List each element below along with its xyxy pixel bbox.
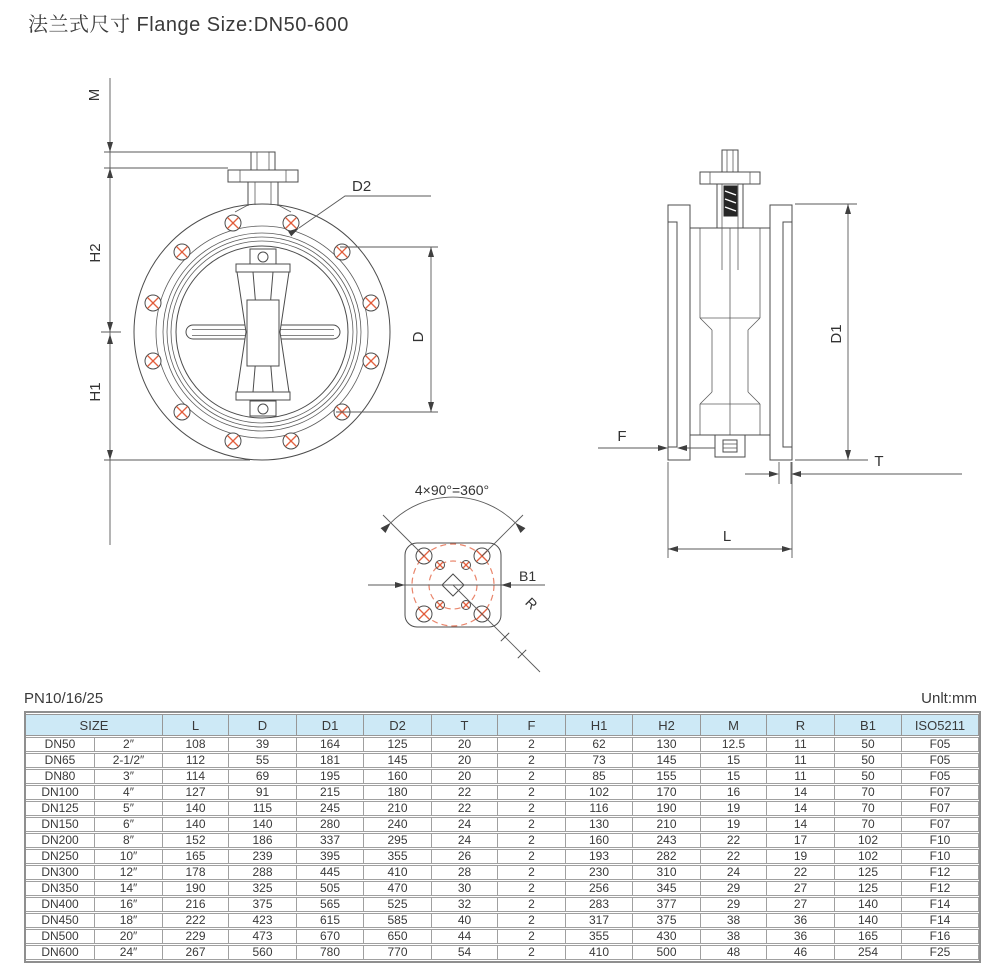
table-cell: 256: [566, 881, 633, 896]
table-cell: 70: [835, 801, 902, 816]
table-cell: 317: [566, 913, 633, 928]
table-cell: 54: [432, 945, 498, 960]
table-cell: 155: [633, 769, 701, 784]
table-cell: 375: [229, 897, 297, 912]
table-cell: 20″: [95, 929, 163, 944]
table-cell: 69: [229, 769, 297, 784]
table-cell: 2: [498, 801, 566, 816]
col-header-t: T: [432, 714, 498, 736]
table-cell: 525: [364, 897, 432, 912]
col-header-b1: B1: [835, 714, 902, 736]
col-header-d: D: [229, 714, 297, 736]
table-cell: 127: [163, 785, 229, 800]
col-header-f: F: [498, 714, 566, 736]
table-cell: DN450: [26, 913, 95, 928]
table-cell: 140: [163, 817, 229, 832]
table-cell: 2: [498, 785, 566, 800]
table-cell: 178: [163, 865, 229, 880]
table-cell: 2: [498, 865, 566, 880]
table-cell: 140: [163, 801, 229, 816]
table-cell: 283: [566, 897, 633, 912]
table-cell: 46: [767, 945, 835, 960]
table-cell: DN100: [26, 785, 95, 800]
table-cell: 19: [701, 817, 767, 832]
table-cell: DN125: [26, 801, 95, 816]
table-cell: 11: [767, 753, 835, 768]
col-header-iso5211: ISO5211: [902, 714, 979, 736]
table-cell: 108: [163, 737, 229, 752]
table-cell: 130: [566, 817, 633, 832]
table-cell: 22: [701, 833, 767, 848]
table-cell: 14: [767, 785, 835, 800]
table-cell: DN400: [26, 897, 95, 912]
table-cell: 160: [364, 769, 432, 784]
table-cell: 2: [498, 849, 566, 864]
table-cell: 22: [701, 849, 767, 864]
table-cell: 36: [767, 929, 835, 944]
table-row: [26, 769, 979, 784]
table-cell: 180: [364, 785, 432, 800]
table-cell: F05: [902, 769, 979, 784]
table-cell: F14: [902, 897, 979, 912]
table-cell: 32: [432, 897, 498, 912]
col-header-r: R: [767, 714, 835, 736]
table-cell: DN600: [26, 945, 95, 960]
table-cell: F05: [902, 737, 979, 752]
table-cell: 20: [432, 753, 498, 768]
table-cell: 230: [566, 865, 633, 880]
disc-assembly: [186, 249, 340, 416]
dim-label-h2: H2: [87, 243, 104, 263]
unit-note: Unlt:mm: [921, 690, 977, 707]
col-header-h1: H1: [566, 714, 633, 736]
table-cell: 650: [364, 929, 432, 944]
table-cell: 216: [163, 897, 229, 912]
table-cell: 50: [835, 769, 902, 784]
bottom-cap: [715, 435, 745, 457]
table-cell: 2-1/2″: [95, 753, 163, 768]
table-cell: 70: [835, 817, 902, 832]
table-cell: F25: [902, 945, 979, 960]
table-cell: 125: [364, 737, 432, 752]
table-cell: 102: [835, 849, 902, 864]
table-cell: 355: [566, 929, 633, 944]
table-cell: 14: [767, 801, 835, 816]
table-cell: F10: [902, 849, 979, 864]
table-cell: 2: [498, 945, 566, 960]
table-cell: 5″: [95, 801, 163, 816]
table-cell: 3″: [95, 769, 163, 784]
table-cell: DN150: [26, 817, 95, 832]
table-cell: 4″: [95, 785, 163, 800]
table-cell: 102: [835, 833, 902, 848]
table-cell: 2: [498, 929, 566, 944]
table-cell: 505: [297, 881, 364, 896]
table-cell: 2: [498, 737, 566, 752]
dim-label-f: F: [617, 428, 627, 445]
table-cell: 125: [835, 865, 902, 880]
table-cell: 29: [701, 897, 767, 912]
table-cell: DN500: [26, 929, 95, 944]
pressure-rating: PN10/16/25: [24, 690, 104, 707]
col-header-d1: D1: [297, 714, 364, 736]
table-cell: 310: [633, 865, 701, 880]
table-row: [26, 881, 979, 896]
table-cell: 27: [767, 881, 835, 896]
detail-view: [368, 482, 545, 672]
table-row: [26, 913, 979, 928]
table-cell: 24: [701, 865, 767, 880]
table-cell: 2: [498, 833, 566, 848]
table-cell: 20: [432, 769, 498, 784]
table-cell: 14″: [95, 881, 163, 896]
table-cell: F12: [902, 865, 979, 880]
table-cell: 2: [498, 753, 566, 768]
table-cell: F07: [902, 817, 979, 832]
table-cell: 18″: [95, 913, 163, 928]
dim-label-d2: D2: [352, 178, 372, 195]
table-header-row: [26, 714, 979, 736]
table-cell: 30: [432, 881, 498, 896]
table-cell: 288: [229, 865, 297, 880]
table-cell: 112: [163, 753, 229, 768]
table-cell: 395: [297, 849, 364, 864]
table-cell: 2″: [95, 737, 163, 752]
table-row: [26, 817, 979, 832]
table-cell: 355: [364, 849, 432, 864]
table-cell: 22: [432, 785, 498, 800]
table-cell: 15: [701, 769, 767, 784]
table-cell: 254: [835, 945, 902, 960]
table-cell: 10″: [95, 849, 163, 864]
table-cell: 11: [767, 737, 835, 752]
table-cell: 295: [364, 833, 432, 848]
table-cell: 38: [701, 913, 767, 928]
table-cell: 780: [297, 945, 364, 960]
table-cell: 55: [229, 753, 297, 768]
table-row: [26, 929, 979, 944]
table-cell: 85: [566, 769, 633, 784]
table-cell: 215: [297, 785, 364, 800]
dimension-table: [24, 711, 981, 963]
table-cell: 210: [633, 817, 701, 832]
table-cell: 560: [229, 945, 297, 960]
table-cell: F05: [902, 753, 979, 768]
table-cell: 116: [566, 801, 633, 816]
page-title: 法兰式尺寸 Flange Size:DN50-600: [28, 14, 349, 36]
table-cell: 193: [566, 849, 633, 864]
table-cell: DN50: [26, 737, 95, 752]
table-cell: 240: [364, 817, 432, 832]
dim-label-r: R: [522, 594, 541, 613]
table-row: [26, 897, 979, 912]
table-cell: F07: [902, 785, 979, 800]
table-cell: 115: [229, 801, 297, 816]
table-cell: 152: [163, 833, 229, 848]
table-cell: 16: [701, 785, 767, 800]
table-cell: 2: [498, 769, 566, 784]
col-header-d2: D2: [364, 714, 432, 736]
table-cell: 280: [297, 817, 364, 832]
table-cell: DN200: [26, 833, 95, 848]
table-cell: 29: [701, 881, 767, 896]
table-row: [26, 945, 979, 960]
col-header-l: L: [163, 714, 229, 736]
table-cell: 145: [364, 753, 432, 768]
table-cell: 62: [566, 737, 633, 752]
dim-label-t: T: [874, 453, 884, 470]
table-cell: 430: [633, 929, 701, 944]
table-cell: 50: [835, 753, 902, 768]
dim-label-h1: H1: [87, 382, 104, 402]
dim-label-angle: 4×90°=360°: [414, 482, 490, 498]
table-cell: 243: [633, 833, 701, 848]
table-cell: 130: [633, 737, 701, 752]
table-cell: 140: [835, 897, 902, 912]
table-cell: DN250: [26, 849, 95, 864]
table-cell: 145: [633, 753, 701, 768]
table-cell: 190: [633, 801, 701, 816]
table-cell: 282: [633, 849, 701, 864]
table-cell: 24: [432, 817, 498, 832]
table-cell: 26: [432, 849, 498, 864]
table-cell: 164: [297, 737, 364, 752]
table-cell: 245: [297, 801, 364, 816]
table-cell: 73: [566, 753, 633, 768]
table-cell: 222: [163, 913, 229, 928]
table-cell: 423: [229, 913, 297, 928]
table-cell: 40: [432, 913, 498, 928]
table-cell: 14: [767, 817, 835, 832]
dim-label-m: M: [86, 88, 103, 102]
table-cell: 267: [163, 945, 229, 960]
table-cell: 16″: [95, 897, 163, 912]
table-cell: 186: [229, 833, 297, 848]
table-cell: 48: [701, 945, 767, 960]
front-view: [86, 78, 438, 545]
table-cell: 565: [297, 897, 364, 912]
table-cell: 410: [566, 945, 633, 960]
table-cell: 125: [835, 881, 902, 896]
table-cell: 22: [767, 865, 835, 880]
table-cell: 195: [297, 769, 364, 784]
table-cell: 410: [364, 865, 432, 880]
table-cell: 165: [163, 849, 229, 864]
stem-front: [228, 152, 298, 212]
dim-label-d: D: [410, 331, 427, 343]
col-header-m: M: [701, 714, 767, 736]
table-cell: 2: [498, 897, 566, 912]
table-row: [26, 785, 979, 800]
table-cell: F12: [902, 881, 979, 896]
col-header-size: SIZE: [26, 714, 163, 736]
table-cell: 36: [767, 913, 835, 928]
dim-label-d1: D1: [828, 324, 845, 344]
table-cell: 473: [229, 929, 297, 944]
table-cell: 22: [432, 801, 498, 816]
table-cell: 615: [297, 913, 364, 928]
table-cell: 12.5: [701, 737, 767, 752]
table-cell: 239: [229, 849, 297, 864]
table-row: [26, 833, 979, 848]
table-cell: 325: [229, 881, 297, 896]
table-cell: DN65: [26, 753, 95, 768]
table-cell: 17: [767, 833, 835, 848]
table-cell: 500: [633, 945, 701, 960]
table-cell: 585: [364, 913, 432, 928]
table-cell: 91: [229, 785, 297, 800]
table-cell: 102: [566, 785, 633, 800]
table-cell: 6″: [95, 817, 163, 832]
table-cell: 27: [767, 897, 835, 912]
table-cell: 181: [297, 753, 364, 768]
table-meta: [24, 690, 977, 707]
table-cell: DN350: [26, 881, 95, 896]
table-row: [26, 865, 979, 880]
table-cell: 165: [835, 929, 902, 944]
table-cell: DN80: [26, 769, 95, 784]
table-cell: 11: [767, 769, 835, 784]
col-header-h2: H2: [633, 714, 701, 736]
table-cell: DN300: [26, 865, 95, 880]
dim-label-b1: B1: [519, 568, 537, 584]
table-cell: 445: [297, 865, 364, 880]
dim-label-l: L: [722, 528, 732, 545]
table-cell: 140: [229, 817, 297, 832]
table-cell: 19: [701, 801, 767, 816]
table-cell: F16: [902, 929, 979, 944]
table-cell: 2: [498, 817, 566, 832]
table-cell: 20: [432, 737, 498, 752]
table-row: [26, 737, 979, 752]
valve-body-side: [690, 228, 770, 435]
table-cell: 375: [633, 913, 701, 928]
table-cell: 337: [297, 833, 364, 848]
table-cell: 114: [163, 769, 229, 784]
table-cell: 670: [297, 929, 364, 944]
table-cell: 44: [432, 929, 498, 944]
table-cell: 470: [364, 881, 432, 896]
table-row: [26, 753, 979, 768]
table-cell: 28: [432, 865, 498, 880]
table-cell: F14: [902, 913, 979, 928]
table-cell: 19: [767, 849, 835, 864]
table-cell: 8″: [95, 833, 163, 848]
table-cell: F10: [902, 833, 979, 848]
table-cell: 770: [364, 945, 432, 960]
table-cell: 2: [498, 881, 566, 896]
table-cell: 24″: [95, 945, 163, 960]
table-cell: 39: [229, 737, 297, 752]
table-cell: 15: [701, 753, 767, 768]
table-cell: 345: [633, 881, 701, 896]
table-cell: 210: [364, 801, 432, 816]
table-cell: 2: [498, 913, 566, 928]
table-cell: 190: [163, 881, 229, 896]
table-cell: 170: [633, 785, 701, 800]
table-cell: 50: [835, 737, 902, 752]
table-cell: F07: [902, 801, 979, 816]
table-cell: 70: [835, 785, 902, 800]
table-cell: 140: [835, 913, 902, 928]
table-cell: 38: [701, 929, 767, 944]
table-cell: 24: [432, 833, 498, 848]
side-view: [598, 150, 962, 558]
table-cell: 229: [163, 929, 229, 944]
table-row: [26, 849, 979, 864]
table-cell: 160: [566, 833, 633, 848]
table-row: [26, 801, 979, 816]
table-cell: 12″: [95, 865, 163, 880]
table-cell: 377: [633, 897, 701, 912]
